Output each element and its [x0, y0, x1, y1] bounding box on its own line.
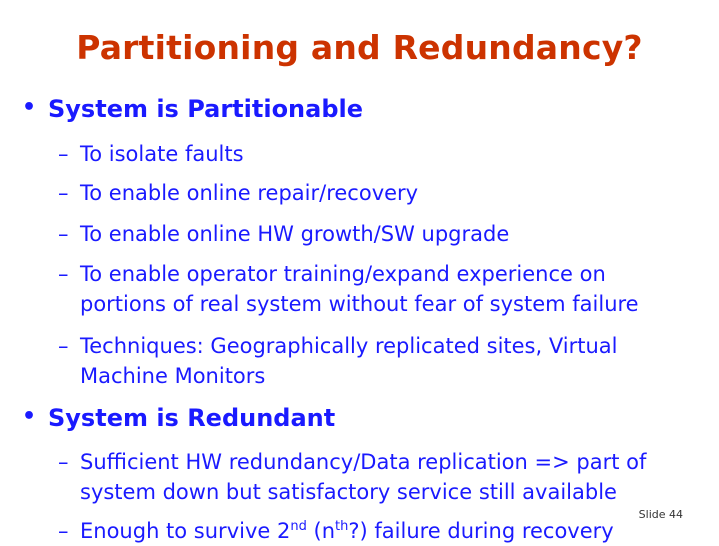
dash-marker: –: [58, 181, 69, 205]
bullet-marker: •: [22, 95, 37, 120]
sub-item-text: Sufficient HW redundancy/Data replication => part of system down but satisfactory service still available: [80, 450, 647, 504]
bullet-label: System is Redundant: [48, 404, 336, 432]
bullet-label: System is Partitionable: [48, 95, 364, 123]
sub-item: [58, 516, 708, 546]
dash-marker: –: [58, 334, 69, 358]
dash-marker: –: [58, 142, 69, 166]
slide-title: Partitioning and Redundancy?: [76, 28, 643, 67]
sub-item-text: To enable online HW growth/SW upgrade: [80, 222, 510, 246]
bullet-marker: •: [22, 404, 37, 429]
dash-marker: –: [58, 519, 69, 543]
sub-item-text: To isolate faults: [80, 142, 244, 166]
dash-marker: –: [58, 450, 69, 474]
sub-item-text: To enable online repair/recovery: [80, 181, 419, 205]
sub-item-text: Techniques: Geographically replicated sites, Virtual Machine Monitors: [80, 334, 618, 388]
sub-item-text: To enable operator training/expand experience on portions of real system without fear of system failure: [80, 262, 639, 316]
sub-item: [58, 219, 708, 249]
sub-item: [58, 259, 708, 319]
sub-item: [58, 139, 708, 169]
dash-marker: –: [58, 222, 69, 246]
sub-item-text: Enough to survive 2nd $(n^{th}?)$ failure during recovery: [80, 519, 614, 543]
sub-item: [58, 331, 708, 391]
sub-item: [58, 178, 708, 208]
sub-item: [58, 447, 708, 507]
slide-number: Slide 44: [638, 508, 683, 521]
dash-marker: –: [58, 262, 69, 286]
